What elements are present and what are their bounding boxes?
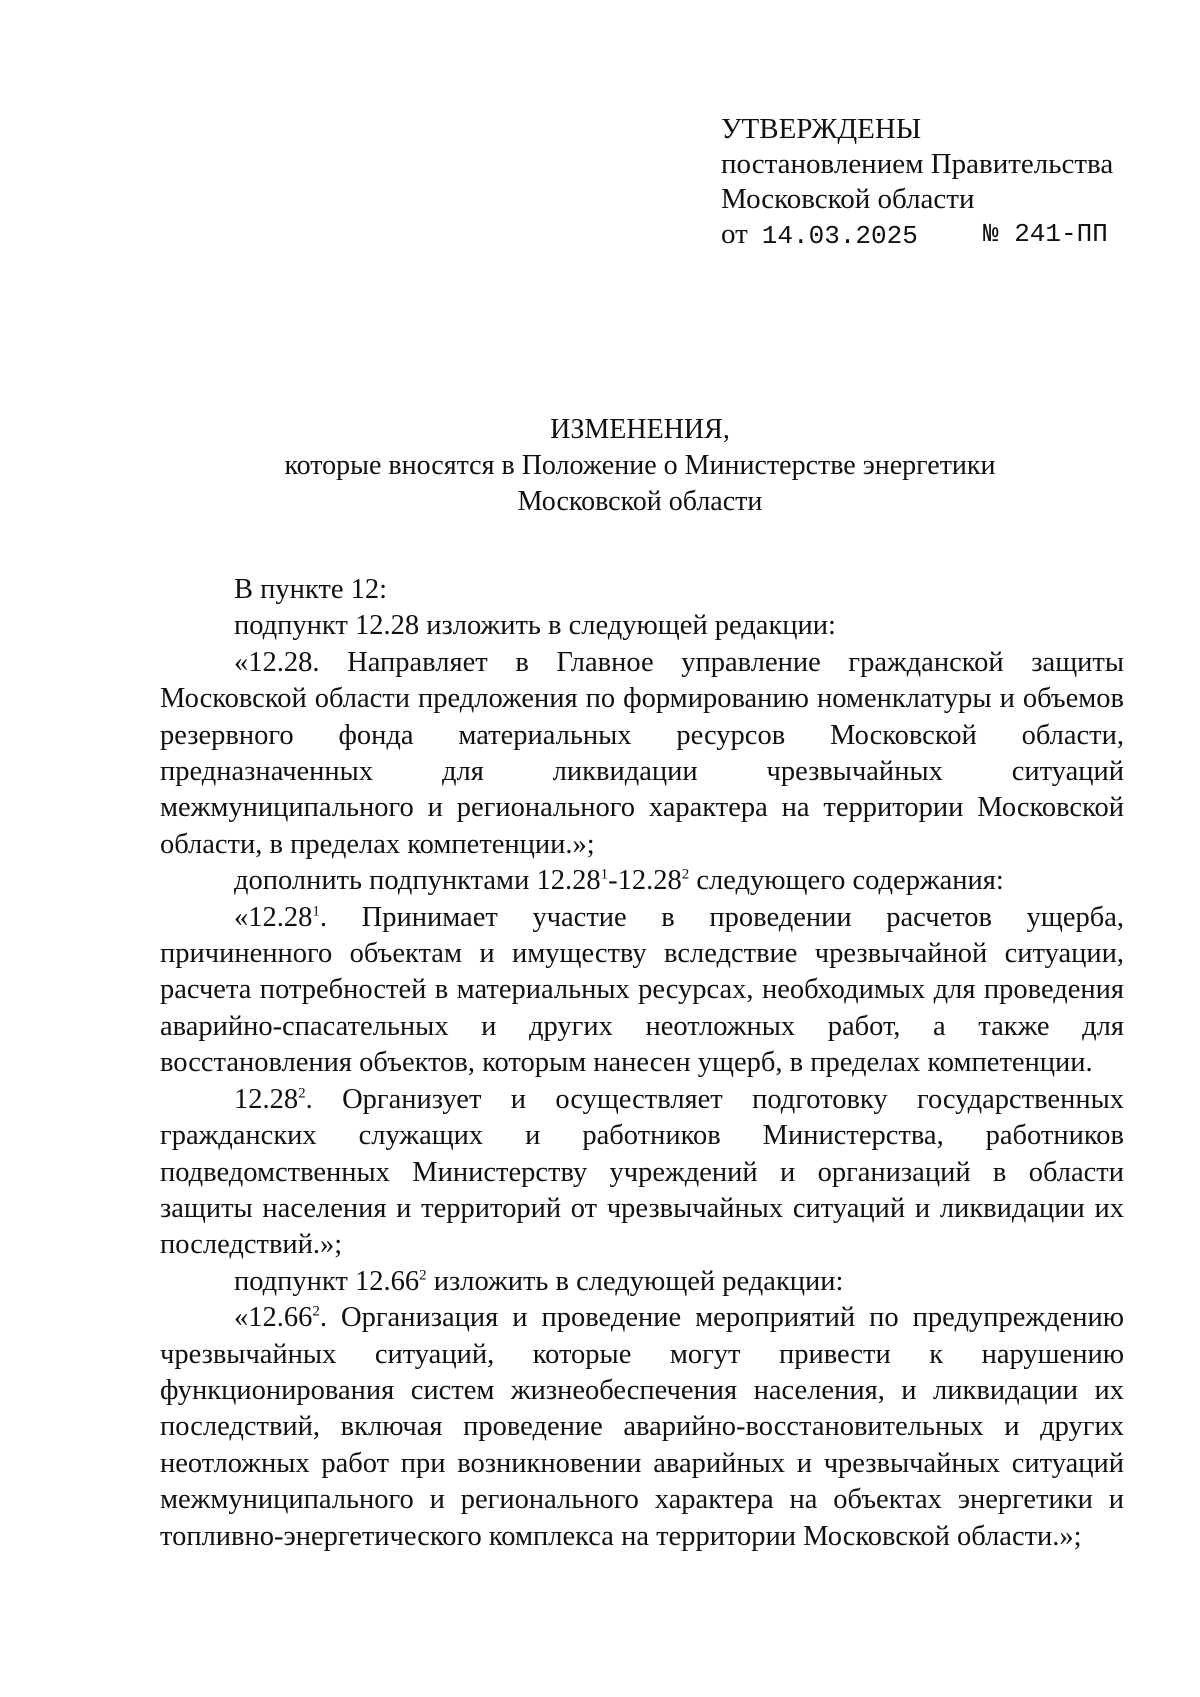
paragraph-6-text-b: . Организует и осуществляет подготовку государственных гражданских служащих и работников Министерства, работников подведомственных Министерству учреждений и организаций в области защиты населения и территорий от чрезвычайных ситуаций и ликвидации их последствий.»; <box>160 1083 1124 1261</box>
paragraph-4 <box>160 863 1124 899</box>
document-body <box>160 572 1124 1555</box>
approval-number: № 241-ПП <box>983 219 1108 249</box>
paragraph-5-text-b: . Принимает участие в проведении расчетов ущерба, причиненного объектам и имуществу вследствие чрезвычайной ситуации, расчета потребностей в материальных ресурсах, необходимых для проведения аварийно-спасательных и других неотложных работ, а также для восстановления объектов, которым нанесен ущерб, в пределах компетенции. <box>160 901 1124 1079</box>
paragraph-4-text-c: следующего содержания: <box>689 865 1004 897</box>
paragraph-7-text-b: изложить в следующей редакции: <box>426 1265 844 1297</box>
paragraph-7 <box>160 1264 1124 1300</box>
paragraph-4-sup-1: 1 <box>600 866 609 883</box>
paragraph-5-sup: 1 <box>312 903 320 920</box>
paragraph-5-text-a: «12.28 <box>234 901 313 933</box>
approval-block <box>721 112 1141 254</box>
paragraph-5 <box>160 900 1124 1082</box>
paragraph-6-text-a: 12.28 <box>234 1083 299 1115</box>
approval-date-line <box>721 217 1141 254</box>
approval-heading: УТВЕРЖДЕНЫ <box>721 113 922 145</box>
title-heading: ИЗМЕНЕНИЯ, <box>550 414 730 445</box>
paragraph-4-text-a: дополнить подпунктами 12.28 <box>234 865 601 897</box>
document-title <box>160 412 1120 520</box>
title-line-2: Московской области <box>517 486 763 517</box>
approval-from-label: от <box>721 218 748 250</box>
paragraph-6-sup: 2 <box>298 1085 306 1102</box>
paragraph-8-text-a: «12.66 <box>234 1302 313 1334</box>
paragraph-4-sup-2: 2 <box>681 866 690 883</box>
paragraph-1: В пункте 12: <box>234 574 388 605</box>
paragraph-7-sup: 2 <box>419 1267 427 1284</box>
paragraph-8 <box>160 1300 1124 1555</box>
paragraph-2: подпункт 12.28 изложить в следующей редакции: <box>234 610 836 642</box>
title-line-1: которые вносятся в Положение о Министерстве энергетики <box>284 450 996 481</box>
paragraph-8-sup: 2 <box>312 1303 320 1320</box>
paragraph-6 <box>160 1082 1124 1264</box>
approval-line-1: постановлением Правительства <box>721 148 1114 180</box>
approval-line-2: Московской области <box>721 183 975 215</box>
paragraph-8-text-b: . Организация и проведение мероприятий по предупреждению чрезвычайных ситуаций, которые могут привести к нарушению функционирования систем жизнеобеспечения населения, и ликвидации их последствий, включая проведение аварийно-восстановительных и других неотложных работ при возникновении аварийных и чрезвычайных ситуаций межмуниципального и регионального характера на объектах энергетики и топливно-энергетического комплекса на территории Московской области.»; <box>160 1302 1124 1552</box>
paragraph-3: «12.28. Направляет в Главное управление гражданской защиты Московской области предложения по формированию номенклатуры и объемов резервного фонда материальных ресурсов Московской области, предназначенных для ликвидации чрезвычайных ситуаций межмуниципального и регионального характера на территории Московской области, в пределах компетенции.»; <box>160 646 1124 860</box>
approval-date: 14.03.2025 <box>761 221 918 251</box>
paragraph-7-text-a: подпункт 12.66 <box>234 1265 420 1297</box>
paragraph-4-text-b: -12.28 <box>608 865 682 897</box>
